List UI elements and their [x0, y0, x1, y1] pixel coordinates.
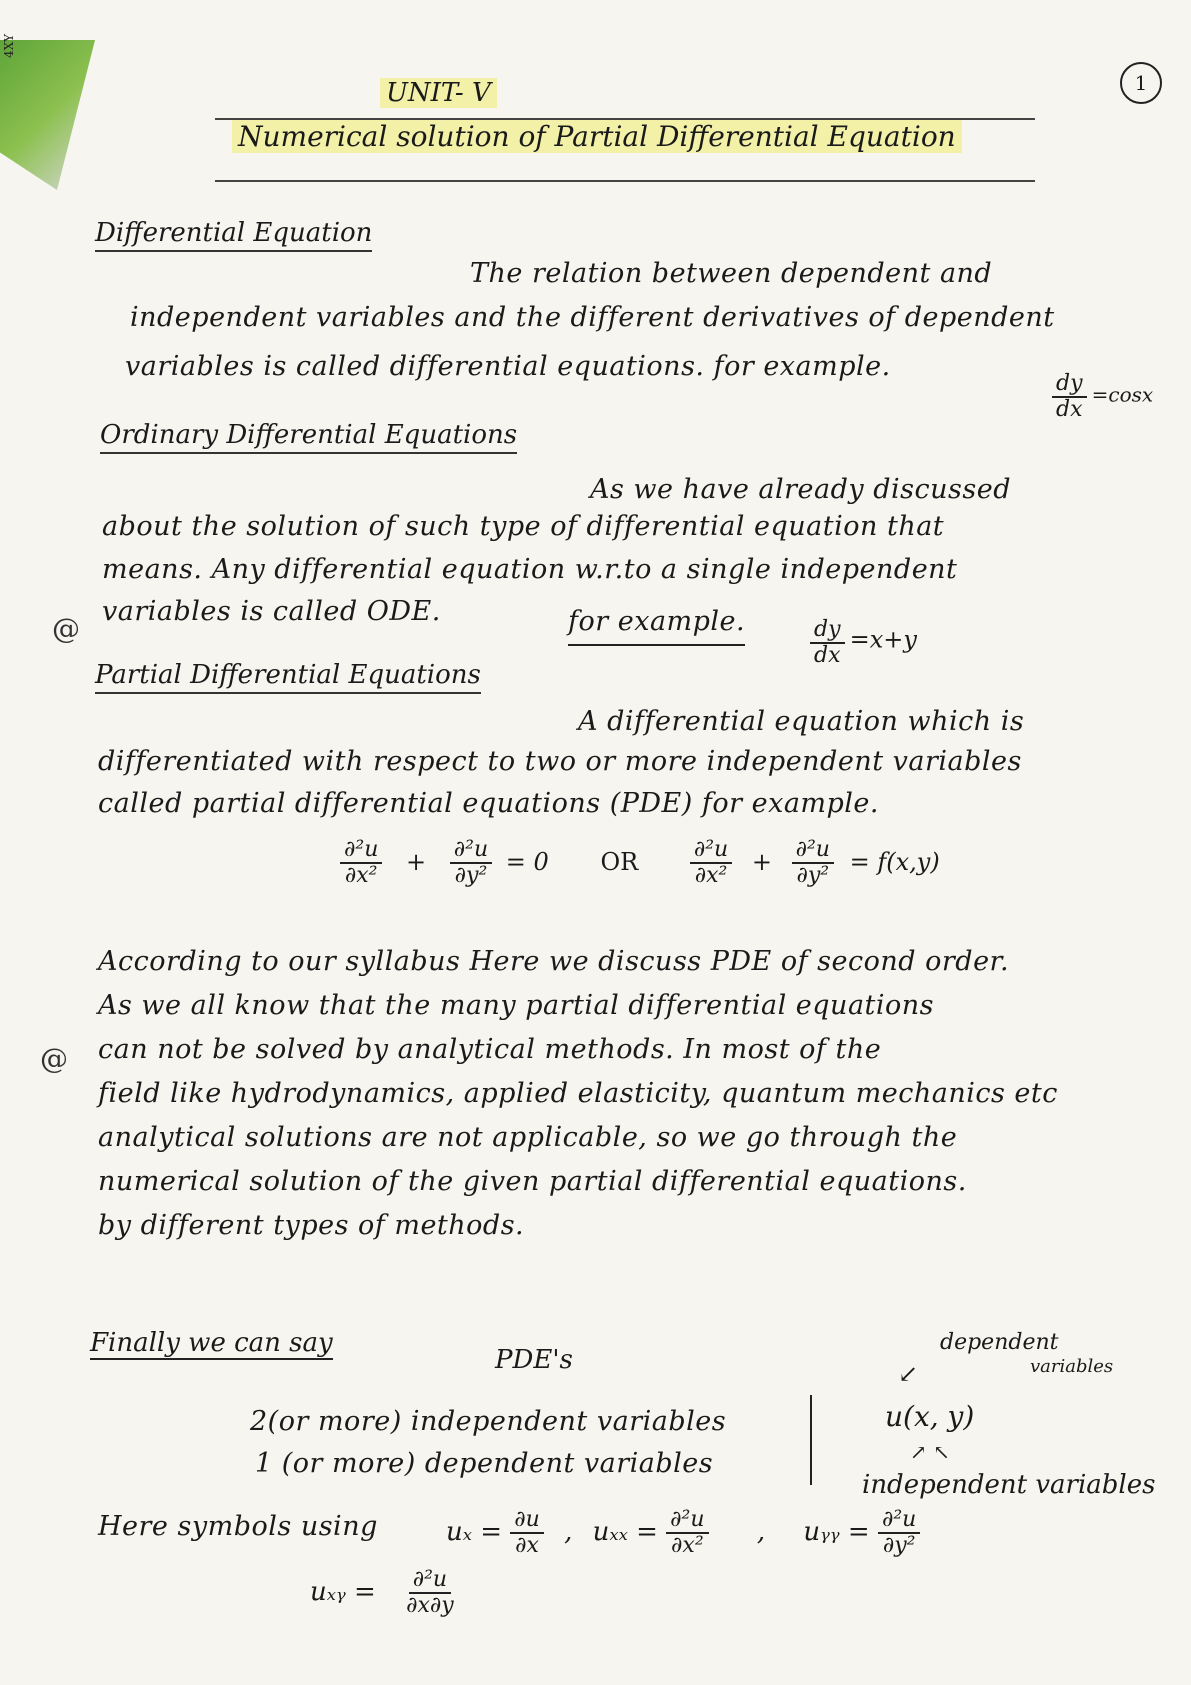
uxy-lhs: uₓᵧ = — [310, 1577, 376, 1607]
pde-eq1-b-num: ∂²u — [450, 838, 492, 864]
symbol-ux — [446, 1508, 920, 1558]
pde-eq2-plus: + — [751, 847, 772, 876]
symbols-label: Here symbols using — [98, 1511, 378, 1542]
pde-eq1-a-den: ∂x² — [344, 863, 378, 888]
uxx-sep: , — [756, 1517, 766, 1547]
uxy-fraction — [402, 1568, 458, 1618]
uyy-lhs: uᵧᵧ = — [803, 1517, 870, 1547]
uyy-fraction — [878, 1508, 920, 1558]
pde-line-3: called partial differential equations (PDE) for example. — [98, 788, 879, 819]
ode-line-4: variables is called ODE. — [102, 596, 441, 627]
uxx-lhs: uₓₓ = — [592, 1517, 658, 1547]
pde-or: OR — [600, 847, 639, 876]
pde-equations — [340, 838, 940, 888]
de-eq-rhs: =cosx — [1091, 382, 1154, 407]
function-u: u(x, y) — [885, 1400, 975, 1433]
de-example-eq — [1052, 372, 1153, 422]
dep-label-2: variables — [1030, 1356, 1114, 1377]
finally-heading: Finally we can say — [90, 1328, 333, 1358]
symbol-uxy — [310, 1568, 458, 1618]
binder-ring-2: @ — [40, 1042, 68, 1075]
ode-eq-rhs: =x+y — [849, 625, 917, 654]
ux-lhs: uₓ = — [446, 1517, 503, 1547]
corner-tab — [0, 40, 95, 190]
pde-eq2-b-den: ∂y² — [796, 863, 830, 888]
indep-label: independent variables — [862, 1470, 1156, 1500]
pde-eq2-b-num: ∂²u — [792, 838, 834, 864]
uxx-num: ∂²u — [666, 1508, 708, 1534]
binder-ring-1: @ — [52, 612, 80, 645]
syllabus-line-5: analytical solutions are not applicable, so we go through the — [98, 1122, 958, 1153]
ode-fraction — [810, 618, 845, 668]
pde-eq1-rhs: = 0 — [505, 847, 549, 876]
dep-label-1: dependent — [940, 1330, 1059, 1355]
page-number: 1 — [1120, 62, 1162, 104]
syllabus-paragraph — [98, 940, 1058, 1248]
ux-fraction — [510, 1508, 544, 1558]
syllabus-line-7: by different types of methods. — [98, 1210, 525, 1241]
pde-eq1-a-num: ∂²u — [340, 838, 382, 864]
pde-heading: Partial Differential Equations — [95, 660, 481, 694]
tab-label: 4XY — [2, 33, 16, 58]
pdes-label: PDE's — [495, 1345, 573, 1375]
syllabus-line-2: As we all know that the many partial differential equations — [98, 990, 935, 1021]
ode-eq-num: dy — [810, 618, 845, 644]
pde-eq2-a-num: ∂²u — [690, 838, 732, 864]
ode-example-label: for example. — [568, 600, 745, 646]
ode-line-2: about the solution of such type of differential equation that — [102, 511, 945, 542]
divider-bar — [810, 1395, 812, 1485]
pde-line-2: differentiated with respect to two or more independent variables — [98, 746, 1022, 777]
pde-eq1-b-den: ∂y² — [454, 863, 488, 888]
uyy-num: ∂²u — [878, 1508, 920, 1534]
pde-eq1-term-b — [450, 838, 492, 888]
syllabus-line-1: According to our syllabus Here we discuss PDE of second order. — [98, 946, 1010, 977]
ode-line-3: means. Any differential equation w.r.to a single independent — [102, 554, 958, 585]
pde-eq2-a-den: ∂x² — [694, 863, 728, 888]
header-rule-bottom — [215, 180, 1035, 182]
pde-eq1-term-a — [340, 838, 382, 888]
page-title: Numerical solution of Partial Differential Equation — [232, 120, 962, 153]
ode-heading: Ordinary Differential Equations — [100, 420, 517, 454]
de-fraction — [1052, 372, 1087, 422]
de-eq-num: dy — [1052, 372, 1087, 398]
ode-line-1: As we have already discussed — [590, 474, 1012, 505]
pde-item-2: 1 (or more) dependent variables — [255, 1448, 714, 1479]
uxx-fraction — [666, 1508, 708, 1558]
unit-heading: UNIT- V — [380, 78, 497, 108]
de-line-2: independent variables and the different derivatives of dependent — [130, 302, 1055, 333]
de-line-1: The relation between dependent and — [470, 258, 993, 289]
syllabus-line-4: field like hydrodynamics, applied elasticity, quantum mechanics etc — [98, 1078, 1058, 1109]
de-heading: Differential Equation — [95, 218, 372, 252]
uxy-den: ∂x∂y — [406, 1593, 454, 1618]
ode-eq-den: dx — [814, 643, 841, 668]
pde-eq1-plus: + — [406, 847, 427, 876]
syllabus-line-6: numerical solution of the given partial differential equations. — [98, 1166, 967, 1197]
syllabus-line-3: can not be solved by analytical methods. In most of the — [98, 1034, 882, 1065]
de-line-3: variables is called differential equations. for example. — [125, 351, 891, 382]
arrows-up-icon: ↗ ↖ — [910, 1440, 950, 1464]
pde-item-1: 2(or more) independent variables — [250, 1406, 727, 1437]
pde-eq2-term-b — [792, 838, 834, 888]
de-eq-den: dx — [1056, 397, 1083, 422]
uyy-den: ∂y² — [882, 1533, 916, 1558]
ux-den: ∂x — [515, 1533, 539, 1558]
pde-eq2-term-a — [690, 838, 732, 888]
ux-sep: , — [564, 1517, 573, 1547]
ux-num: ∂u — [510, 1508, 544, 1534]
uxy-num: ∂²u — [409, 1568, 451, 1594]
pde-eq2-rhs: = f(x,y) — [849, 847, 940, 876]
arrow-down-left-icon: ↙ — [898, 1360, 919, 1388]
uxx-den: ∂x² — [671, 1533, 704, 1558]
pde-line-1: A differential equation which is — [578, 706, 1025, 737]
ode-example-eq — [810, 618, 917, 668]
